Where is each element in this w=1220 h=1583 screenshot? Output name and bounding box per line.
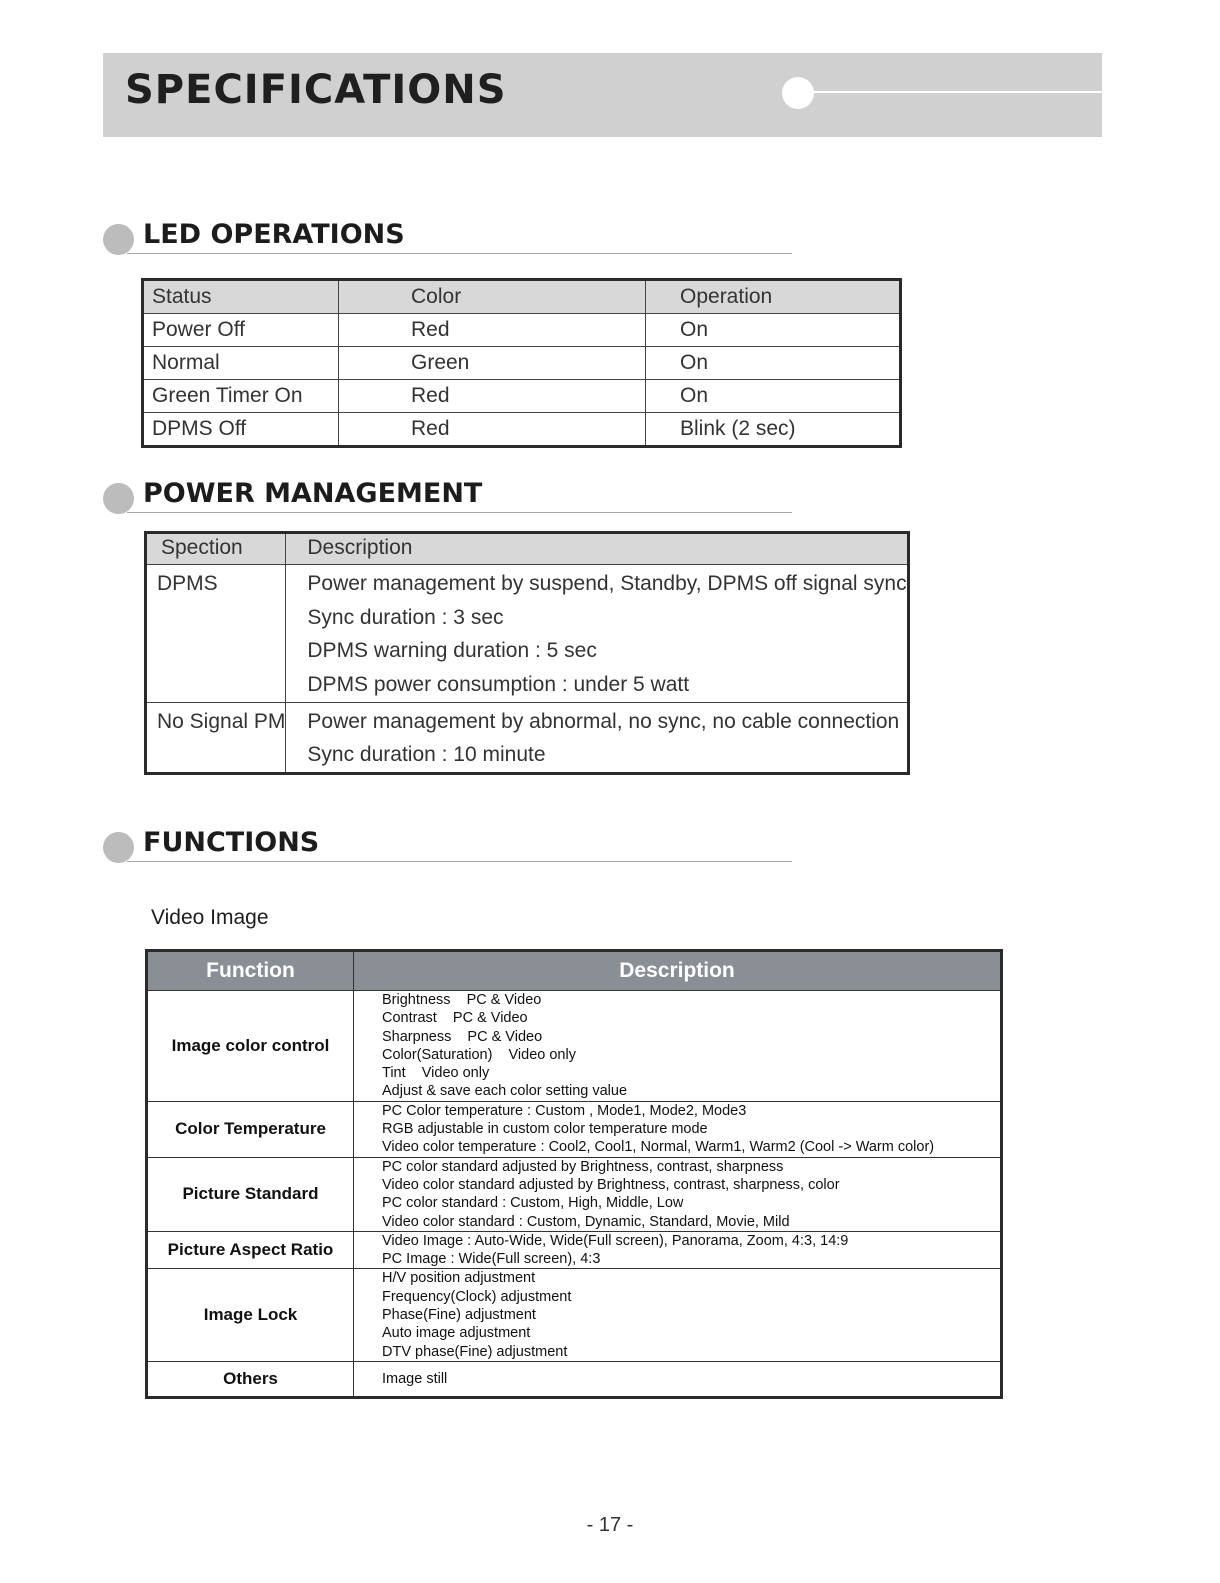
cell-color: Red: [339, 380, 646, 413]
cell-color: Red: [339, 413, 646, 447]
cell-status: Normal: [143, 347, 339, 380]
cell-status: Power Off: [143, 314, 339, 347]
function-description: [354, 1361, 1002, 1397]
cell-operation: On: [646, 314, 901, 347]
cell-color: Red: [339, 314, 646, 347]
section-title-functions: FUNCTIONS: [143, 827, 320, 858]
description-line: Frequency(Clock) adjustment: [382, 1288, 572, 1305]
description-line: Video color standard adjusted by Brightness, contrast, sharpness, color: [382, 1176, 840, 1193]
description-line: Video color standard : Custom, Dynamic, Standard, Movie, Mild: [382, 1213, 790, 1230]
description-line: Video color temperature : Cool2, Cool1, Normal, Warm1, Warm2 (Cool -> Warm color): [382, 1139, 935, 1156]
table-row: [143, 413, 901, 447]
cell-spection: [146, 702, 286, 773]
section-underline: [127, 861, 792, 862]
section-underline: [127, 253, 792, 254]
description-line: Power management by suspend, Standby, DPMS off signal sync: [307, 572, 907, 595]
description-line: DPMS power consumption : under 5 watt: [307, 673, 690, 697]
page-number: - 17 -: [586, 1514, 634, 1536]
function-description: [354, 1101, 1002, 1157]
function-description: [354, 1231, 1002, 1269]
description-line: Brightness PC & Video: [382, 992, 542, 1008]
banner-circle-ornament: [782, 77, 814, 109]
column-header-status: Status: [143, 280, 339, 314]
cell-spection: [146, 565, 286, 703]
table-header-row: [147, 951, 1002, 991]
cell-operation: On: [646, 347, 901, 380]
description-line: Image still: [382, 1370, 448, 1387]
table-row: [143, 314, 901, 347]
description-line: Adjust & save each color setting value: [382, 1083, 628, 1100]
cell-operation: On: [646, 380, 901, 413]
description-line: RGB adjustable in custom color temperature mode: [382, 1121, 708, 1138]
description-line: DPMS warning duration : 5 sec: [307, 639, 597, 663]
function-name: Image Lock: [147, 1269, 354, 1361]
table-row: [147, 1269, 1002, 1361]
column-header-description: Description: [286, 533, 908, 565]
table-row: [143, 347, 901, 380]
function-name: Picture Aspect Ratio: [147, 1231, 354, 1269]
description-line: Auto image adjustment: [382, 1325, 531, 1342]
table-row: [147, 1101, 1002, 1157]
page-title: SPECIFICATIONS: [125, 67, 507, 113]
function-description: [354, 1269, 1002, 1361]
description-line: Contrast PC & Video: [382, 1010, 528, 1027]
function-name: Color Temperature: [147, 1101, 354, 1157]
description-line: PC color standard : Custom, High, Middle, Low: [382, 1195, 684, 1212]
table-row: [147, 1157, 1002, 1231]
description-line: PC Image : Wide(Full screen), 4:3: [382, 1251, 601, 1268]
function-description: [354, 1157, 1002, 1231]
led-operations-table: [141, 278, 902, 448]
power-management-table: [144, 531, 910, 775]
table-row: [146, 565, 909, 703]
section-title-power: POWER MANAGEMENT: [143, 478, 483, 509]
description-line: Phase(Fine) adjustment: [382, 1307, 536, 1324]
description-line: Video Image : Auto-Wide, Wide(Full screen), Panorama, Zoom, 4:3, 14:9: [382, 1232, 849, 1249]
description-line: DTV phase(Fine) adjustment: [382, 1343, 568, 1360]
table-row: [147, 1361, 1002, 1397]
table-row: [146, 702, 909, 773]
cell-status: Green Timer On: [143, 380, 339, 413]
table-header-row: [143, 280, 901, 314]
header-banner: [103, 53, 1102, 137]
table-row: [143, 380, 901, 413]
bullet-circle-icon: [103, 483, 134, 514]
table-header-row: [146, 533, 909, 565]
cell-operation: Blink (2 sec): [646, 413, 901, 447]
cell-description: [286, 565, 908, 703]
cell-description: [286, 702, 908, 773]
spection-name: DPMS: [157, 572, 218, 595]
function-name: Others: [147, 1361, 354, 1397]
column-header-description: Description: [354, 951, 1002, 991]
cell-status: DPMS Off: [143, 413, 339, 447]
cell-color: Green: [339, 347, 646, 380]
description-line: Sync duration : 10 minute: [307, 743, 546, 767]
description-line: H/V position adjustment: [382, 1270, 536, 1287]
description-line: Sharpness PC & Video: [382, 1028, 543, 1045]
table-row: [147, 1231, 1002, 1269]
section-underline: [127, 512, 792, 513]
description-line: PC color standard adjusted by Brightness, contrast, sharpness: [382, 1158, 784, 1175]
description-line: Power management by abnormal, no sync, no cable connection: [307, 709, 900, 733]
column-header-spection: Spection: [146, 533, 286, 565]
description-line: Color(Saturation) Video only: [382, 1046, 576, 1063]
description-line: Sync duration : 3 sec: [307, 605, 504, 629]
function-name: Image color control: [147, 991, 354, 1102]
column-header-color: Color: [339, 280, 646, 314]
column-header-function: Function: [147, 951, 354, 991]
bullet-circle-icon: [103, 832, 134, 863]
section-title-led: LED OPERATIONS: [143, 219, 405, 250]
function-description: [354, 991, 1002, 1102]
description-line: Tint Video only: [382, 1065, 490, 1082]
column-header-operation: Operation: [646, 280, 901, 314]
banner-line-ornament: [808, 91, 1102, 93]
description-line: PC Color temperature : Custom , Mode1, Mode2, Mode3: [382, 1102, 747, 1119]
function-name: Picture Standard: [147, 1157, 354, 1231]
table-row: [147, 991, 1002, 1102]
spection-name: No Signal PM: [157, 709, 286, 733]
subsection-title: Video Image: [151, 906, 269, 929]
bullet-circle-icon: [103, 224, 134, 255]
functions-table: [145, 949, 1003, 1399]
